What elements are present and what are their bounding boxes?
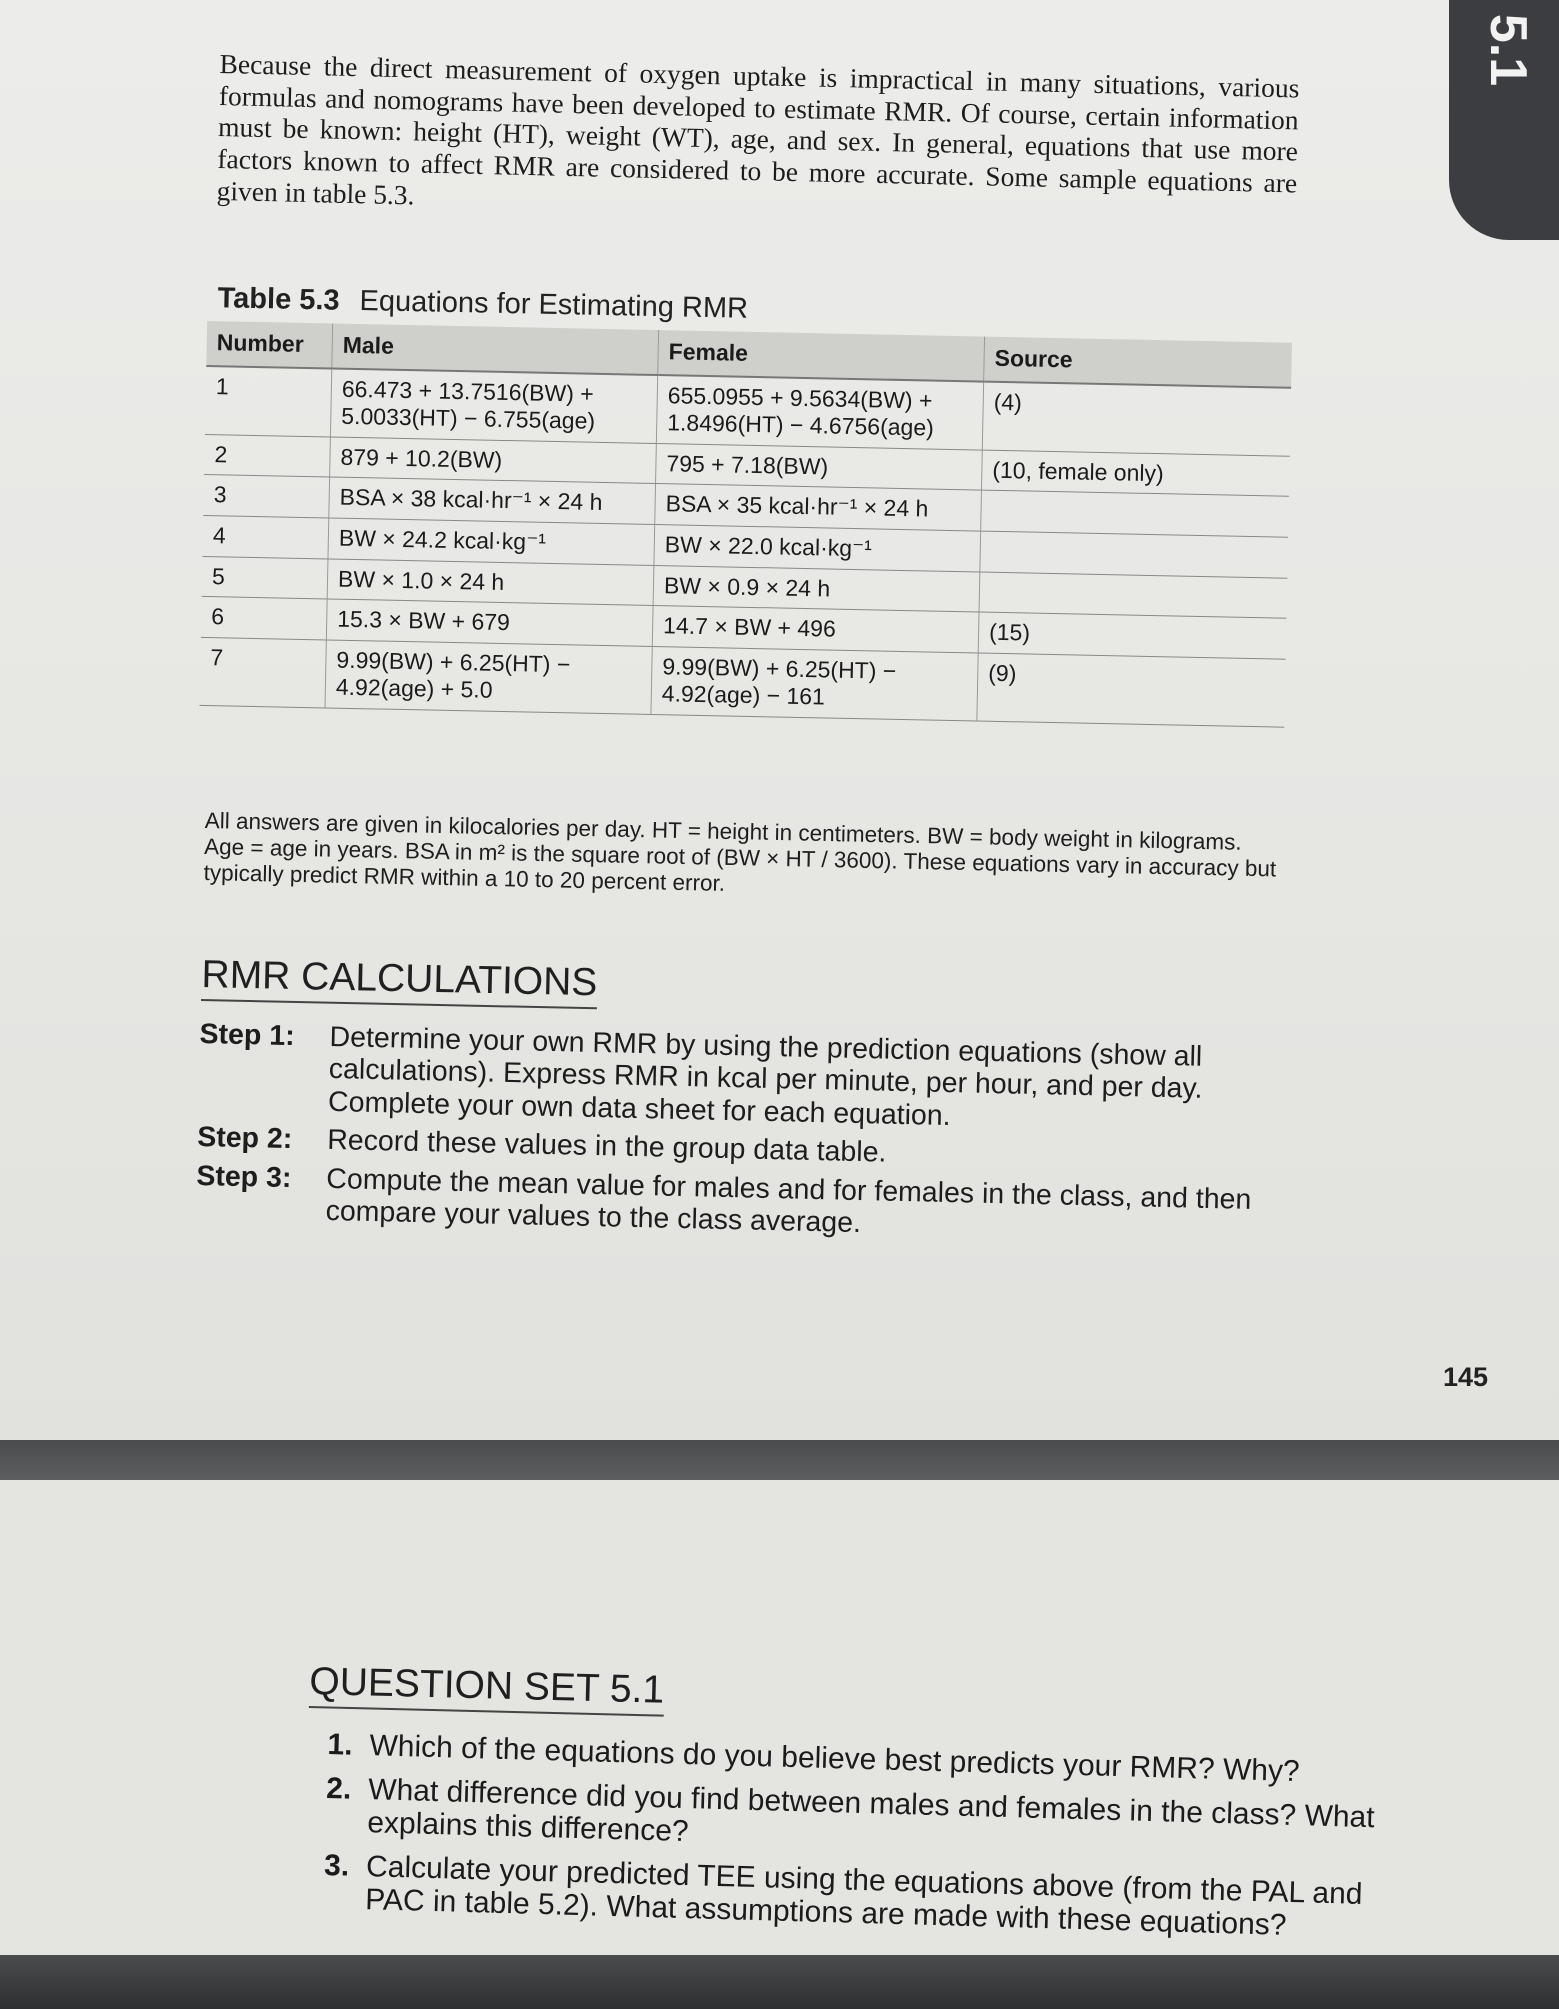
chapter-tab-label: 5.1 bbox=[1479, 13, 1537, 87]
cell-male: BW × 24.2 kcal·kg⁻¹ bbox=[328, 518, 655, 565]
cell-source bbox=[979, 572, 1287, 619]
question-text: Calculate your predicted TEE using the equations above (from the PAL and PAC in table 5.2). What assumptions are made with these equations? bbox=[364, 1849, 1363, 1943]
bottom-edge-shadow bbox=[0, 1955, 1559, 2009]
cell-source bbox=[980, 531, 1288, 578]
chapter-tab bbox=[1449, 0, 1559, 240]
table-footnote: All answers are given in kilocalories per day. HT = height in centimeters. BW = body weight in kilograms. Age = age in years. BSA in m² is the square root of (BW × HT / 3600). These equations vary in accuracy but typically predict RMR within a 10 to 20 percent error. bbox=[203, 808, 1277, 897]
rmr-equations-table bbox=[199, 321, 1292, 728]
step-label: Step 1: bbox=[199, 1018, 296, 1053]
cell-female: BSA × 35 kcal·hr⁻¹ × 24 h bbox=[655, 484, 982, 531]
cell-source: (4) bbox=[982, 381, 1291, 456]
cell-number: 3 bbox=[203, 475, 329, 518]
header-female: Female bbox=[658, 330, 985, 381]
cell-source: (9) bbox=[977, 653, 1286, 727]
question-text: Which of the equations do you believe best predicts your RMR? Why? bbox=[369, 1729, 1301, 1789]
header-source: Source bbox=[984, 337, 1292, 388]
cell-number: 5 bbox=[202, 556, 328, 599]
cell-source: (10, female only) bbox=[981, 450, 1289, 497]
cell-number: 4 bbox=[202, 515, 328, 558]
cell-number: 7 bbox=[200, 637, 327, 708]
table-title: Equations for Estimating RMR bbox=[359, 285, 749, 325]
cell-male: 9.99(BW) + 6.25(HT) − 4.92(age) + 5.0 bbox=[325, 640, 652, 715]
cell-female: 9.99(BW) + 6.25(HT) − 4.92(age) − 161 bbox=[651, 646, 978, 721]
step-label: Step 3: bbox=[196, 1159, 292, 1195]
rmr-calculations-heading: RMR CALCULATIONS bbox=[201, 953, 598, 1009]
cell-number: 1 bbox=[205, 366, 332, 437]
cell-male: 66.473 + 13.7516(BW) + 5.0033(HT) − 6.755(age) bbox=[330, 368, 657, 443]
page-number: 145 bbox=[1443, 1362, 1489, 1392]
question-list bbox=[322, 1728, 1387, 1955]
cell-number: 6 bbox=[201, 597, 327, 640]
table-number: Table 5.3 bbox=[217, 282, 340, 317]
question-number: 3. bbox=[323, 1848, 350, 1883]
step-label: Step 2: bbox=[196, 1121, 293, 1156]
cell-female: BW × 22.0 kcal·kg⁻¹ bbox=[654, 524, 981, 571]
question-text: What difference did you find between males and females in the class? What explains this difference? bbox=[366, 1772, 1376, 1849]
cell-source bbox=[981, 490, 1289, 537]
header-number: Number bbox=[206, 321, 332, 368]
cell-male: 879 + 10.2(BW) bbox=[330, 437, 657, 484]
step-text: Determine your own RMR by using the prediction equations (show all calculations). Express RMR in kcal per minute, per hour, and per day. Complete your own data sheet for each equation. bbox=[327, 1020, 1203, 1133]
question-number: 1. bbox=[327, 1728, 354, 1762]
cell-female: 14.7 × BW + 496 bbox=[652, 606, 979, 653]
intro-paragraph: Because the direct measurement of oxygen uptake is impractical in many situations, various formulas and nomograms have been developed to estimate RMR. Of course, certain information must be known: height (HT), weight (WT), age, and sex. In general, equations that use more factors known to affect RMR are considered to be more accurate. Some sample equations are given in table 5.3. bbox=[216, 48, 1300, 210]
cell-male: 15.3 × BW + 679 bbox=[326, 599, 653, 646]
steps-list bbox=[195, 1018, 1280, 1255]
cell-female: BW × 0.9 × 24 h bbox=[653, 565, 980, 612]
cell-male: BW × 1.0 × 24 h bbox=[327, 559, 654, 606]
cell-female: 655.0955 + 9.5634(BW) + 1.8496(HT) − 4.6756(age) bbox=[656, 375, 983, 450]
cell-number: 2 bbox=[204, 434, 330, 477]
question-set-heading: QUESTION SET 5.1 bbox=[309, 1660, 665, 1717]
rmr-table-block bbox=[199, 282, 1292, 728]
question-number: 2. bbox=[325, 1771, 352, 1806]
cell-male: BSA × 38 kcal·hr⁻¹ × 24 h bbox=[329, 477, 656, 524]
page-gap-shadow bbox=[0, 1440, 1559, 1480]
cell-female: 795 + 7.18(BW) bbox=[656, 443, 983, 490]
step-text: Compute the mean value for males and for females in the class, and then compare your values to the class average. bbox=[325, 1162, 1252, 1240]
step-text: Record these values in the group data table. bbox=[326, 1124, 887, 1170]
cell-source: (15) bbox=[978, 612, 1286, 659]
header-male: Male bbox=[332, 324, 659, 375]
